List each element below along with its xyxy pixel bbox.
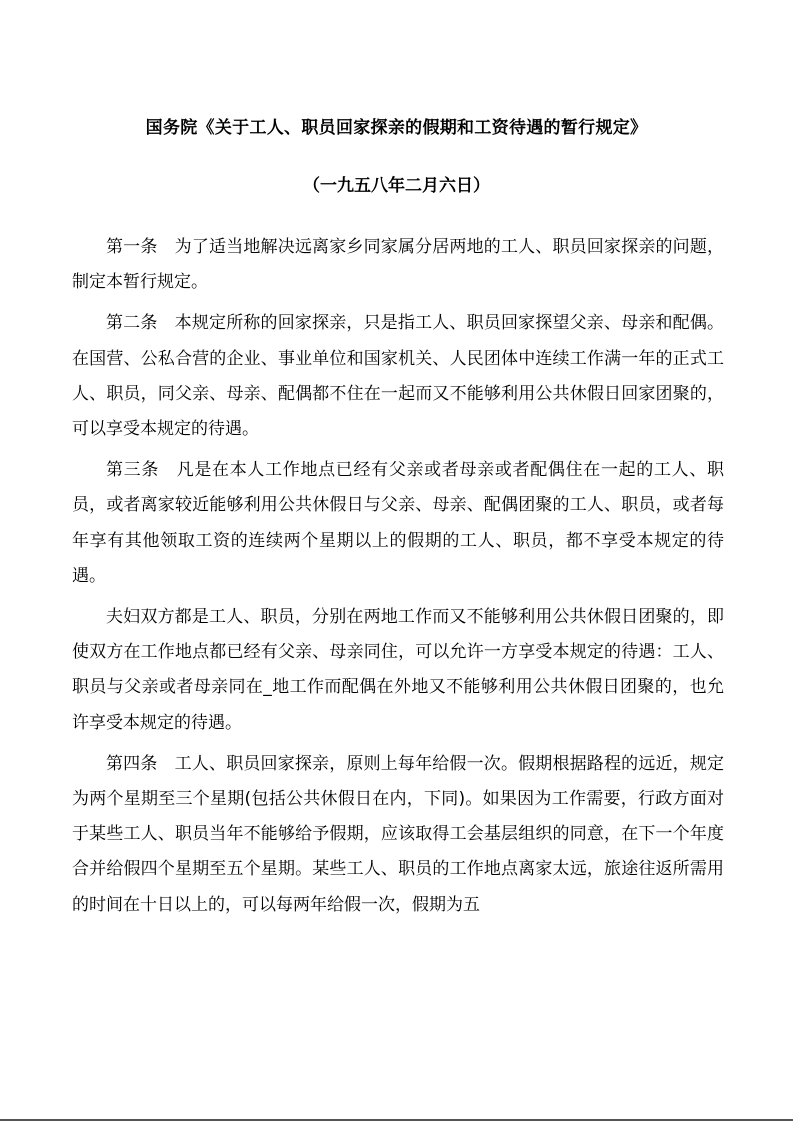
paragraph-article-3: 第三条 凡是在本人工作地点已经有父亲或者母亲或者配偶住在一起的工人、职员，或者离家较近能够利用公共休假日与父亲、母亲、配偶团聚的工人、职员，或者每年享有其他领取工资的连续两个星期以上的假期的工人、职员，都不享受本规定的待遇。	[72, 460, 724, 586]
paragraph-article-4: 第四条 工人、职员回家探亲，原则上每年给假一次。假期根据路程的远近，规定为两个星期至三个星期(包括公共休假日在内，下同)。如果因为工作需要，行政方面对于某些工人、职员当年不能够给予假期，应该取得工会基层组织的同意，在下一个年度合并给假四个星期至五个星期。某些工人、职员的工作地点离家太远，旅途往返所需用的时间在十日以上的，可以每两年给假一次，假期为五	[72, 753, 724, 915]
paragraph-article-3-supplement: 夫妇双方都是工人、职员，分别在两地工作而又不能够利用公共休假日团聚的，即使双方在工作地点都已经有父亲、母亲同住，可以允许一方享受本规定的待遇：工人、职员与父亲或者母亲同在_地工作而配偶在外地又不能够利用公共休假日团聚的，也允许享受本规定的待遇。	[72, 607, 724, 733]
paragraph-article-2: 第二条 本规定所称的回家探亲，只是指工人、职员回家探望父亲、母亲和配偶。在国营、公私合营的企业、事业单位和国家机关、人民团体中连续工作满一年的正式工人、职员，同父亲、母亲、配偶都不住在一起而又不能够利用公共休假日回家团聚的，可以享受本规定的待遇。	[72, 313, 724, 440]
document-date: （一九五八年二月六日）	[303, 176, 490, 196]
paragraph-article-1: 第一条 为了适当地解决远离家乡同家属分居两地的工人、职员回家探亲的问题，制定本暂行规定。	[72, 237, 724, 293]
document-body	[72, 230, 724, 929]
document-title: 国务院《关于工人、职员回家探亲的假期和工资待遇的暂行规定》	[145, 118, 648, 138]
page-bottom-rule	[0, 1119, 793, 1121]
